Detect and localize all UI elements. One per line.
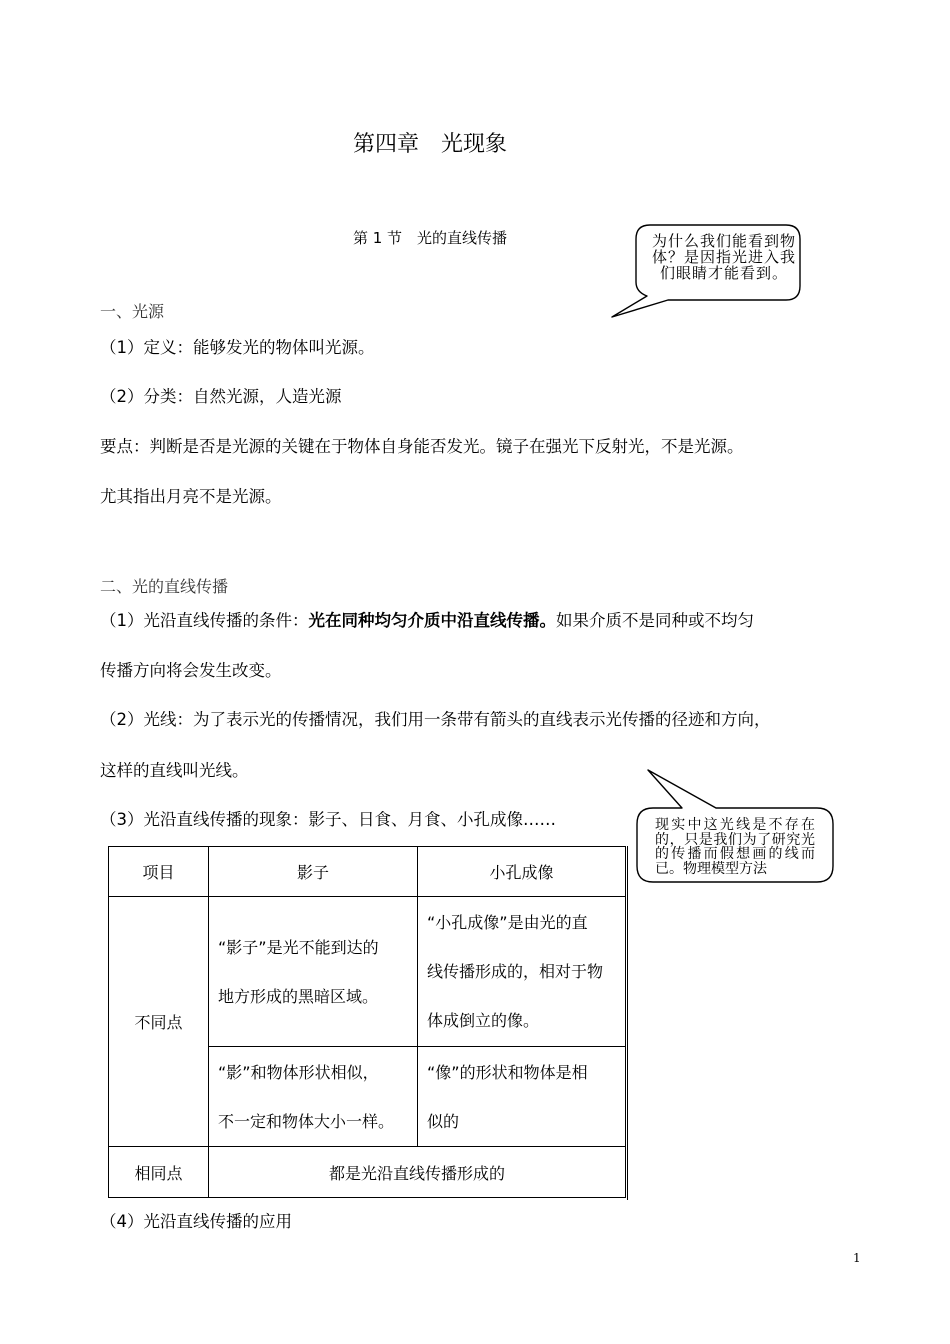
cell-line: 似的 — [427, 1111, 460, 1131]
cell-line: “小孔成像”是由光的直 — [427, 913, 588, 932]
speech-bubble-1-line: 体？是因指光进入我 — [651, 248, 796, 266]
speech-bubble-2-line: 的，只是我们为了研究光 — [655, 831, 815, 848]
condition-line — [100, 611, 754, 631]
cell-line: 线传播形成的，相对于物 — [427, 962, 604, 981]
cell-pinhole-difference-2 — [418, 1047, 626, 1147]
cell-shadow-difference-2 — [209, 1047, 418, 1147]
speech-bubble-1-line: 们眼睛才能看到。 — [659, 264, 788, 282]
header-cell-item: 项目 — [109, 847, 209, 897]
heading-rectilinear-propagation: 二、光的直线传播 — [100, 577, 229, 596]
table-row — [109, 897, 626, 1047]
speech-bubble-2-text — [655, 818, 815, 876]
condition-prefix: （1）光沿直线传播的条件： — [100, 611, 309, 630]
light-ray-line: （2）光线：为了表示光的传播情况，我们用一条带有箭头的直线表示光传播的径迹和方向， — [100, 710, 771, 729]
chapter-title: 第四章 光现象 — [352, 132, 507, 157]
speech-bubble-2-line: 的传播而假想画的线而 — [655, 846, 815, 862]
key-point-line: 尤其指出月亮不是光源。 — [100, 487, 282, 506]
condition-suffix: 如果介质不是同种或不均匀 — [556, 611, 754, 630]
table-right-edge-line — [627, 846, 628, 1200]
row-label-differences: 不同点 — [109, 897, 209, 1147]
cell-line: 地方形成的黑暗区域。 — [218, 986, 379, 1006]
condition-bold-statement: 光在同种均匀介质中沿直线传播。 — [308, 611, 556, 630]
cell-pinhole-difference-1 — [418, 897, 626, 1047]
cell-line: 体成倒立的像。 — [427, 1011, 540, 1030]
heading-light-source: 一、光源 — [100, 302, 165, 321]
cell-similarity: 都是光沿直线传播形成的 — [209, 1147, 626, 1198]
header-cell-pinhole: 小孔成像 — [418, 847, 626, 897]
definition-line: （1）定义：能够发光的物体叫光源。 — [100, 338, 375, 357]
light-ray-line: 这样的直线叫光线。 — [100, 761, 249, 780]
applications-line: （4）光沿直线传播的应用 — [100, 1212, 292, 1231]
cell-line: “像”的形状和物体是相 — [427, 1062, 588, 1082]
cell-line: “影”和物体形状相似， — [218, 1062, 379, 1082]
section-title: 第 1 节 光的直线传播 — [352, 229, 508, 247]
row-label-similarities: 相同点 — [109, 1147, 209, 1198]
key-point-line: 要点：判断是否是光源的关键在于物体自身能否发光。镜子在强光下反射光，不是光源。 — [100, 437, 744, 456]
table-row — [109, 1147, 626, 1198]
speech-bubble-2-line: 已。物理模型方法 — [655, 860, 767, 877]
speech-bubble-1-text — [648, 233, 800, 281]
speech-bubble-2-line: 现实中这光线是不存在 — [655, 817, 815, 833]
page-number: 1 — [853, 1251, 861, 1265]
cell-line: 不一定和物体大小一样。 — [218, 1111, 395, 1131]
speech-bubble-1-line: 为什么我们能看到物 — [651, 232, 796, 250]
cell-line: “影子”是光不能到达的 — [218, 937, 379, 957]
cell-shadow-difference-1 — [209, 897, 418, 1047]
header-cell-shadow: 影子 — [209, 847, 418, 897]
table-header-row — [109, 847, 626, 897]
phenomena-line: （3）光沿直线传播的现象：影子、日食、月食、小孔成像…… — [100, 810, 556, 829]
condition-continuation-line: 传播方向将会发生改变。 — [100, 661, 282, 680]
comparison-table — [108, 846, 626, 1198]
classification-line: （2）分类：自然光源，人造光源 — [100, 387, 342, 406]
